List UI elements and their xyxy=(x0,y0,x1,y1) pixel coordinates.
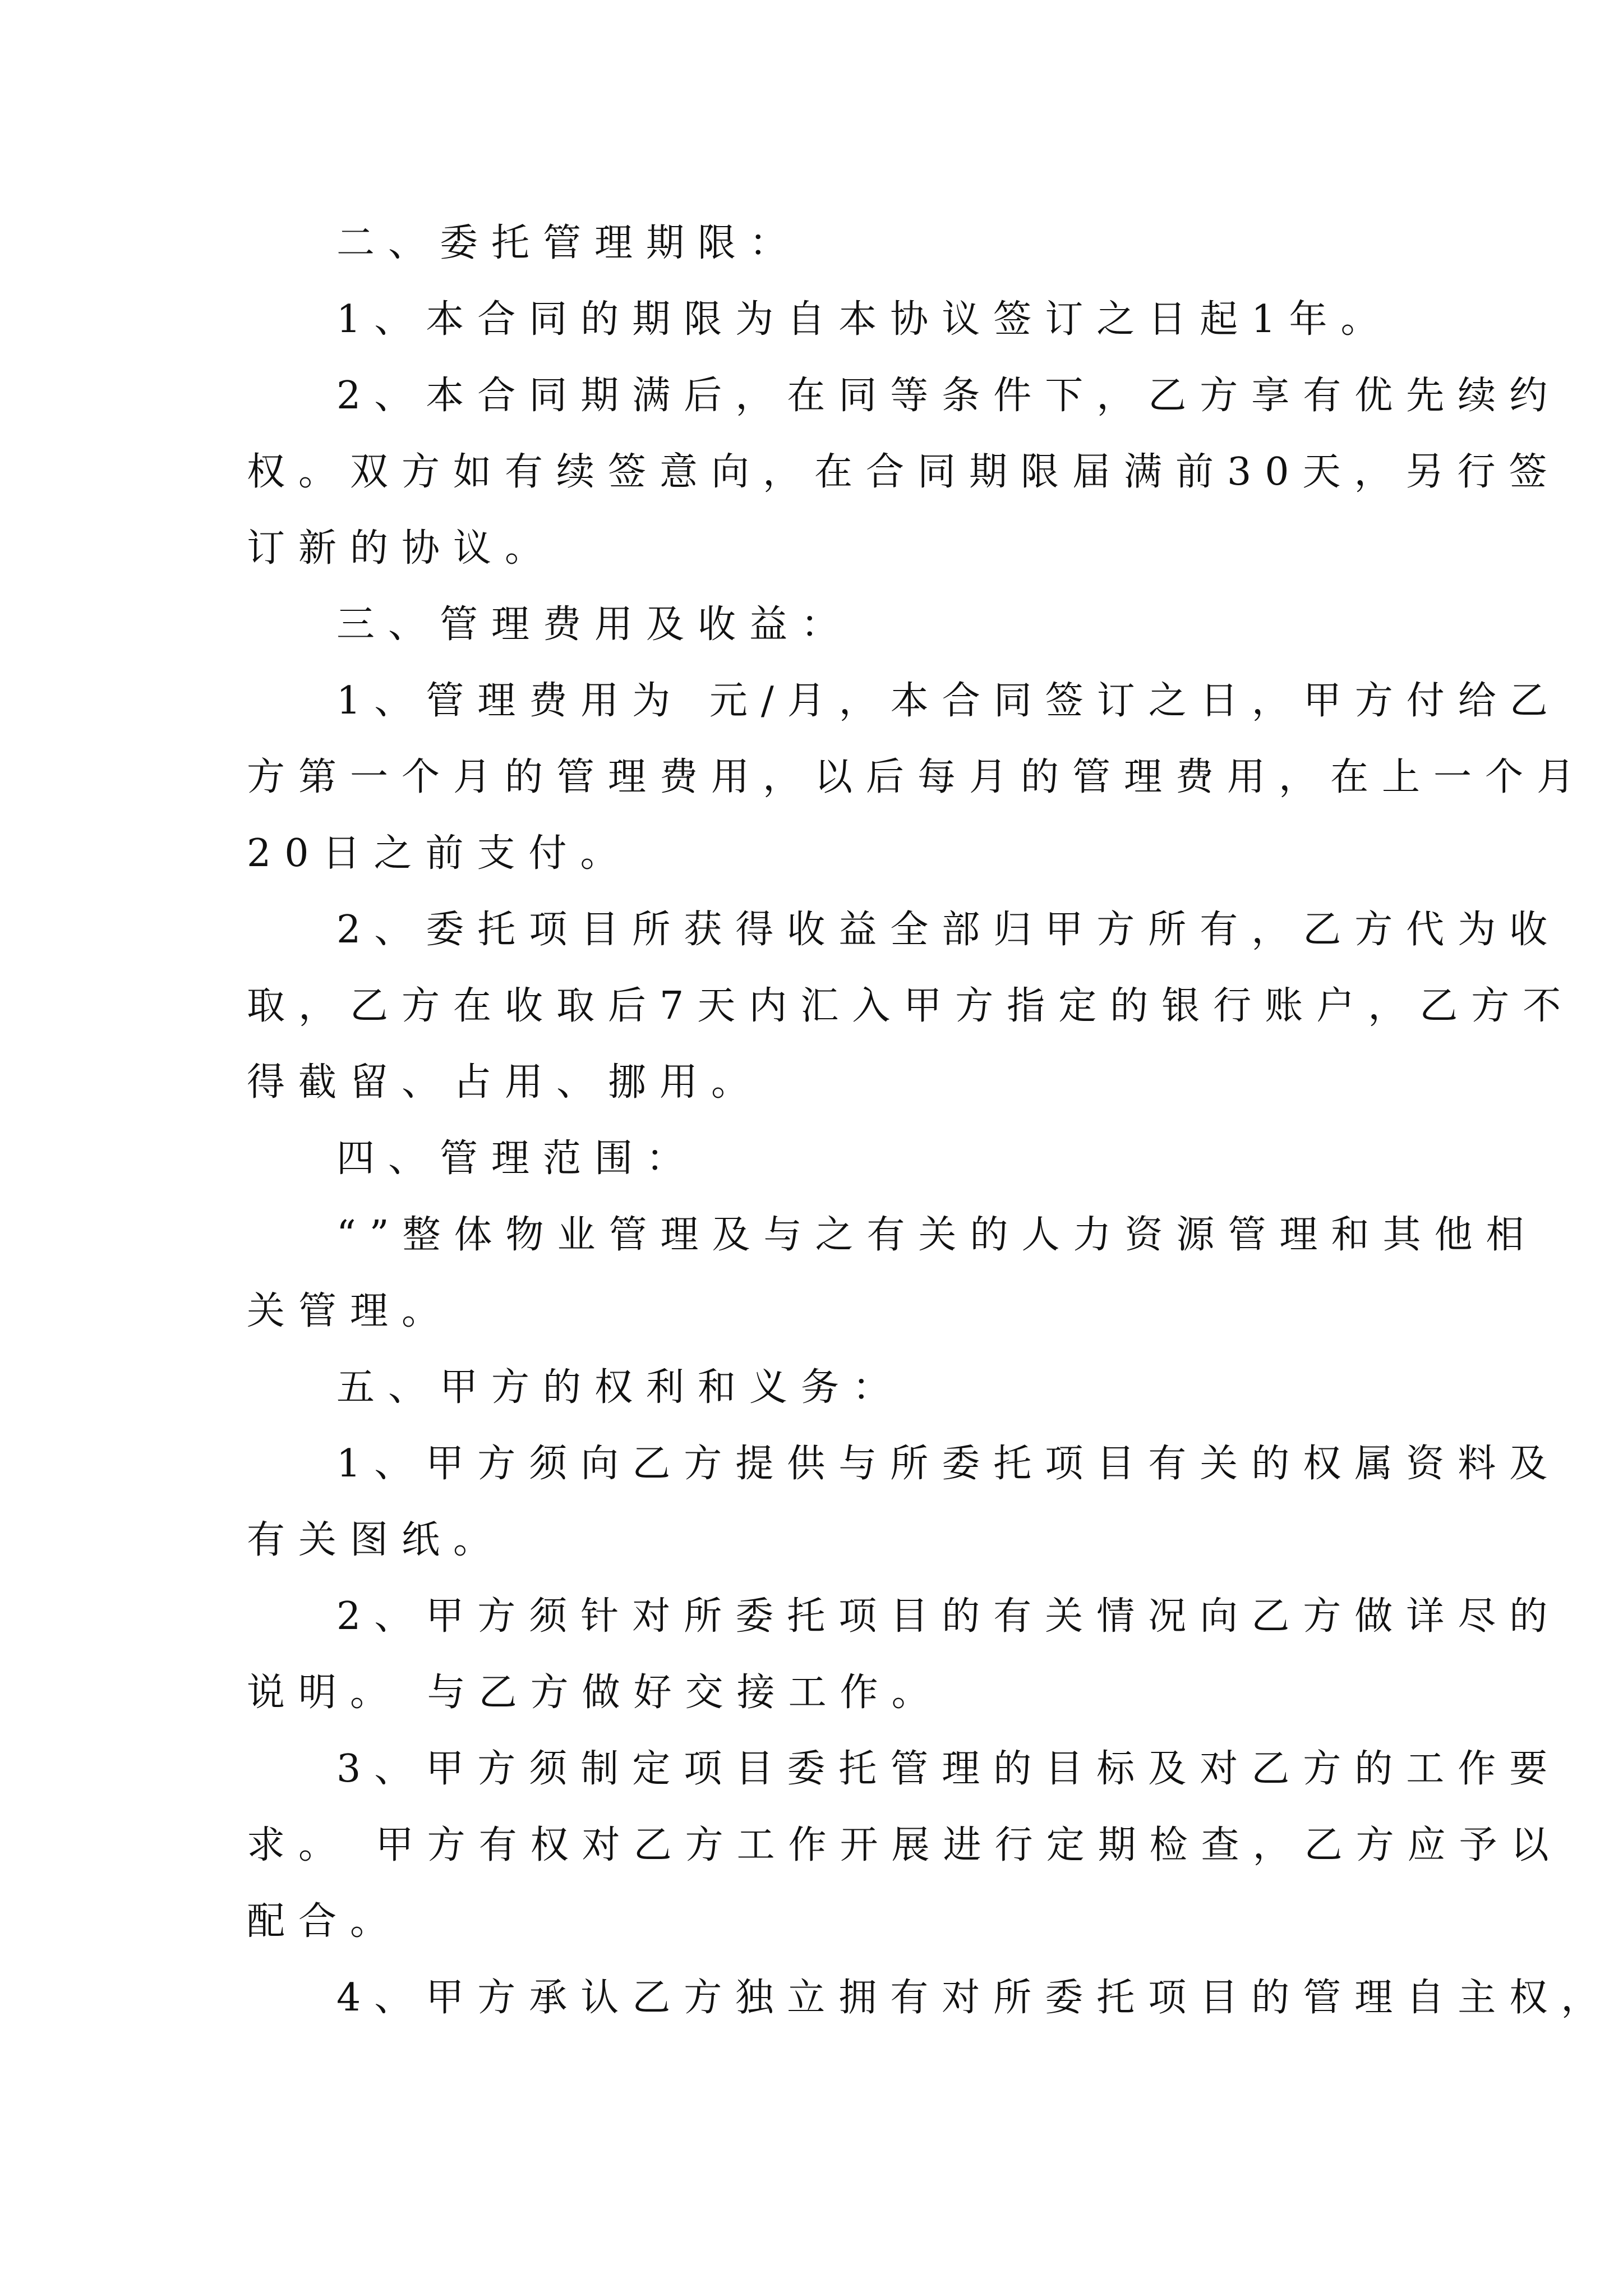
section-4-body-line-2: 关管理。 xyxy=(247,1289,454,1333)
section-2-clause-2-line-3: 订新的协议。 xyxy=(247,526,557,570)
section-5-heading: 五、甲方的权利和义务： xyxy=(336,1365,905,1410)
section-5-clause-1-line-2: 有关图纸。 xyxy=(247,1518,505,1562)
section-4-body-line-1: “”整体物业管理及与之有关的人力资源管理和其他相 xyxy=(336,1213,1538,1257)
section-3-clause-2-line-2: 取，乙方在收取后7天内汇入甲方指定的银行账户，乙方不 xyxy=(247,984,1575,1028)
section-2-clause-1: 1、本合同的期限为自本协议签订之日起1年。 xyxy=(336,297,1393,342)
section-5-clause-3-line-2: 求。 甲方有权对乙方工作开展进行定期检查，乙方应予以 xyxy=(247,1823,1562,1867)
section-3-heading: 三、管理费用及收益： xyxy=(336,602,853,647)
section-3-clause-2-line-1: 2、委托项目所获得收益全部归甲方所有，乙方代为收 xyxy=(336,908,1561,952)
section-5-clause-4-line-1: 4、甲方承认乙方独立拥有对所委托项目的管理自主权， xyxy=(336,1976,1613,2020)
section-3-clause-1-line-2: 方第一个月的管理费用，以后每月的管理费用，在上一个月 xyxy=(247,755,1589,799)
section-2-heading: 二、委托管理期限： xyxy=(336,221,801,265)
section-3-clause-1-line-3: 20日之前支付。 xyxy=(247,831,632,876)
section-5-clause-3-line-1: 3、甲方须制定项目委托管理的目标及对乙方的工作要 xyxy=(336,1747,1561,1791)
section-5-clause-2-line-2: 说明。 与乙方做好交接工作。 xyxy=(247,1671,943,1715)
section-3-clause-1-line-1: 1、管理费用为 元/月，本合同签订之日，甲方付给乙 xyxy=(336,679,1561,723)
section-5-clause-1-line-1: 1、甲方须向乙方提供与所委托项目有关的权属资料及 xyxy=(336,1442,1561,1486)
section-2-clause-2-line-2: 权。双方如有续签意向，在合同期限届满前30天，另行签 xyxy=(247,450,1561,494)
section-5-clause-2-line-1: 2、甲方须针对所委托项目的有关情况向乙方做详尽的 xyxy=(336,1594,1561,1639)
section-2-clause-2-line-1: 2、本合同期满后，在同等条件下，乙方享有优先续约 xyxy=(336,374,1561,418)
section-4-heading: 四、管理范围： xyxy=(336,1137,698,1181)
section-5-clause-3-line-3: 配合。 xyxy=(247,1899,402,1944)
section-3-clause-2-line-3: 得截留、占用、挪用。 xyxy=(247,1060,763,1105)
